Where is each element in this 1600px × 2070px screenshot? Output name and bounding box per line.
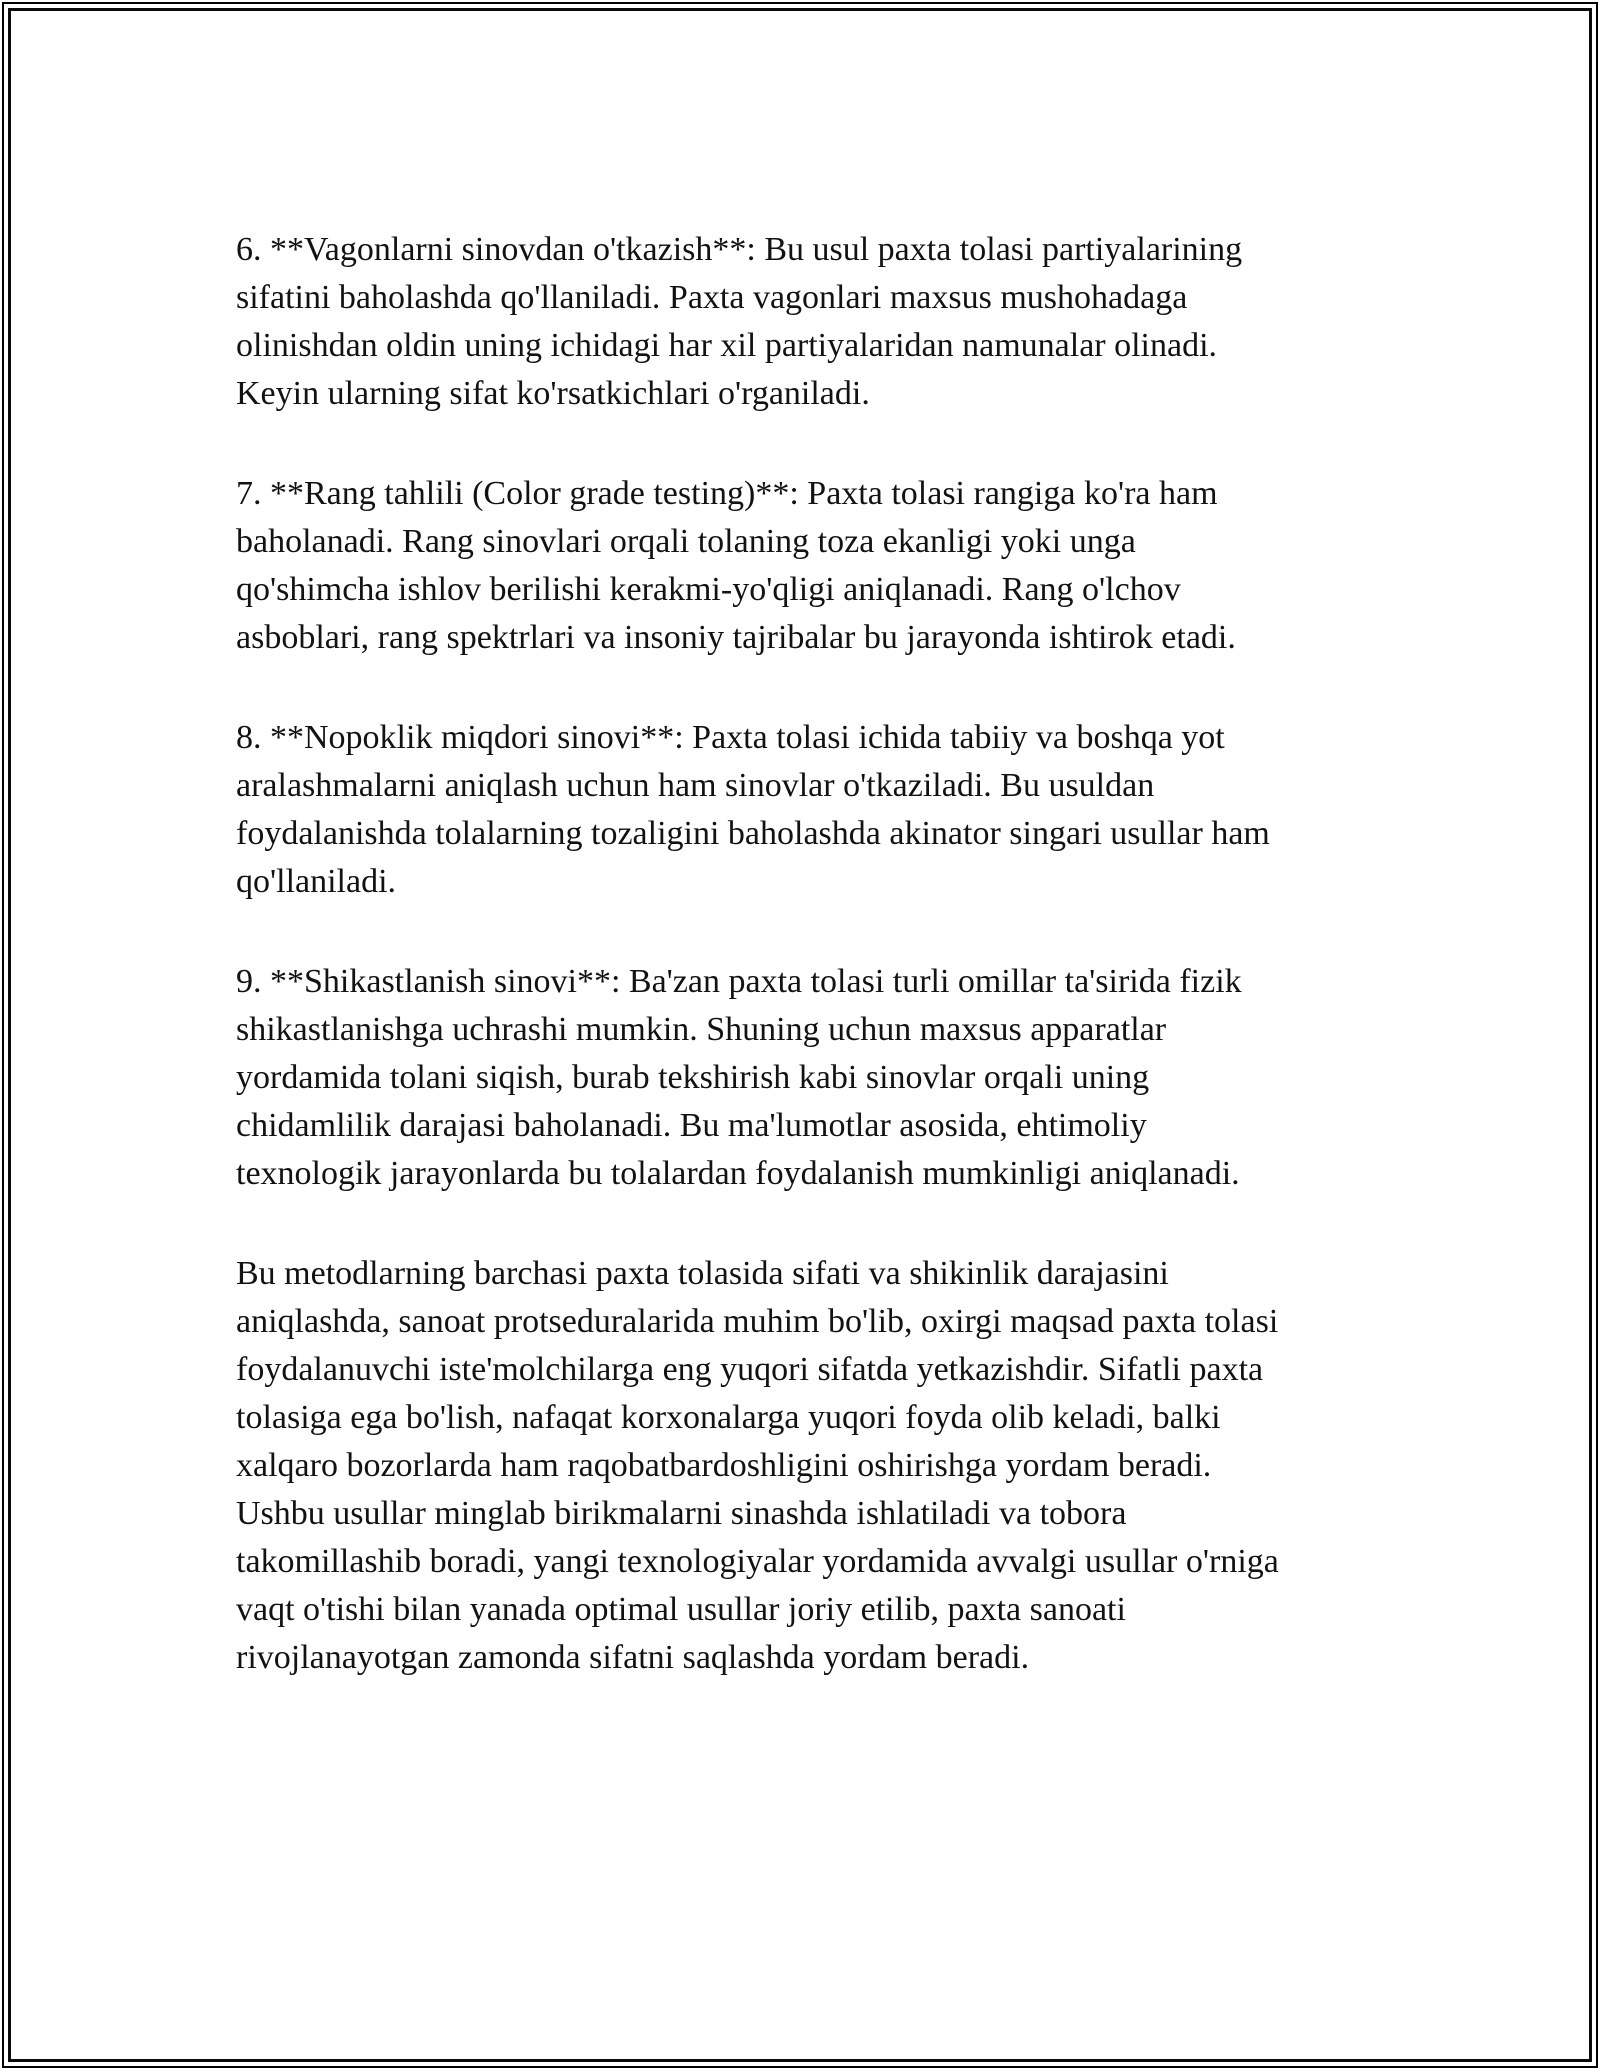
text-line: 6. **Vagonlarni sinovdan o'tkazish**: Bu usul paxta tolasi partiyalarining <box>236 231 1243 268</box>
document-body <box>236 226 1376 1734</box>
text-line: chidamlilik darajasi baholanadi. Bu ma'lumotlar asosida, ehtimoliy <box>236 1107 1147 1144</box>
text-line: aralashmalarni aniqlash uchun ham sinovlar o'tkaziladi. Bu usuldan <box>236 767 1155 804</box>
text-line: olinishdan oldin uning ichidagi har xil partiyalaridan namunalar olinadi. <box>236 327 1218 364</box>
text-line: asboblari, rang spektrlari va insoniy tajribalar bu jarayonda ishtirok etadi. <box>236 619 1236 656</box>
text-line: Ushbu usullar minglab birikmalarni sinashda ishlatiladi va tobora <box>236 1495 1127 1532</box>
text-line: baholanadi. Rang sinovlari orqali tolaning toza ekanligi yoki unga <box>236 523 1136 560</box>
text-line: qo'shimcha ishlov berilishi kerakmi-yo'qligi aniqlanadi. Rang o'lchov <box>236 571 1181 608</box>
text-line: tolasiga ega bo'lish, nafaqat korxonalarga yuqori foyda olib keladi, balki <box>236 1399 1221 1436</box>
paragraph-item-7 <box>236 470 1376 662</box>
text-line: foydalanishda tolalarning tozaligini baholashda akinator singari usullar ham <box>236 815 1270 852</box>
text-line: 7. **Rang tahlili (Color grade testing)**: Paxta tolasi rangiga ko'ra ham <box>236 475 1218 512</box>
paragraph-item-9 <box>236 958 1376 1198</box>
text-line: rivojlanayotgan zamonda sifatni saqlashda yordam beradi. <box>236 1639 1030 1676</box>
text-line: Bu metodlarning barchasi paxta tolasida sifati va shikinlik darajasini <box>236 1255 1169 1292</box>
text-line: yordamida tolani siqish, burab tekshirish kabi sinovlar orqali uning <box>236 1059 1150 1096</box>
text-line: xalqaro bozorlarda ham raqobatbardoshligini oshirishga yordam beradi. <box>236 1447 1212 1484</box>
text-line: qo'llaniladi. <box>236 863 397 900</box>
text-line: 9. **Shikastlanish sinovi**: Ba'zan paxta tolasi turli omillar ta'sirida fizik <box>236 963 1242 1000</box>
text-line: Keyin ularning sifat ko'rsatkichlari o'rganiladi. <box>236 375 870 412</box>
text-line: 8. **Nopoklik miqdori sinovi**: Paxta tolasi ichida tabiiy va boshqa yot <box>236 719 1225 756</box>
text-line: texnologik jarayonlarda bu tolalardan foydalanish mumkinligi aniqlanadi. <box>236 1155 1240 1192</box>
text-line: vaqt o'tishi bilan yanada optimal usullar joriy etilib, paxta sanoati <box>236 1591 1126 1628</box>
text-line: takomillashib boradi, yangi texnologiyalar yordamida avvalgi usullar o'rniga <box>236 1543 1279 1580</box>
text-line: shikastlanishga uchrashi mumkin. Shuning uchun maxsus apparatlar <box>236 1011 1167 1048</box>
paragraph-closing <box>236 1250 1376 1682</box>
paragraph-item-6 <box>236 226 1376 418</box>
text-line: foydalanuvchi iste'molchilarga eng yuqori sifatda yetkazishdir. Sifatli paxta <box>236 1351 1264 1388</box>
text-line: sifatini baholashda qo'llaniladi. Paxta vagonlari maxsus mushohadaga <box>236 279 1188 316</box>
paragraph-item-8 <box>236 714 1376 906</box>
text-line: aniqlashda, sanoat protseduralarida muhim bo'lib, oxirgi maqsad paxta tolasi <box>236 1303 1279 1340</box>
